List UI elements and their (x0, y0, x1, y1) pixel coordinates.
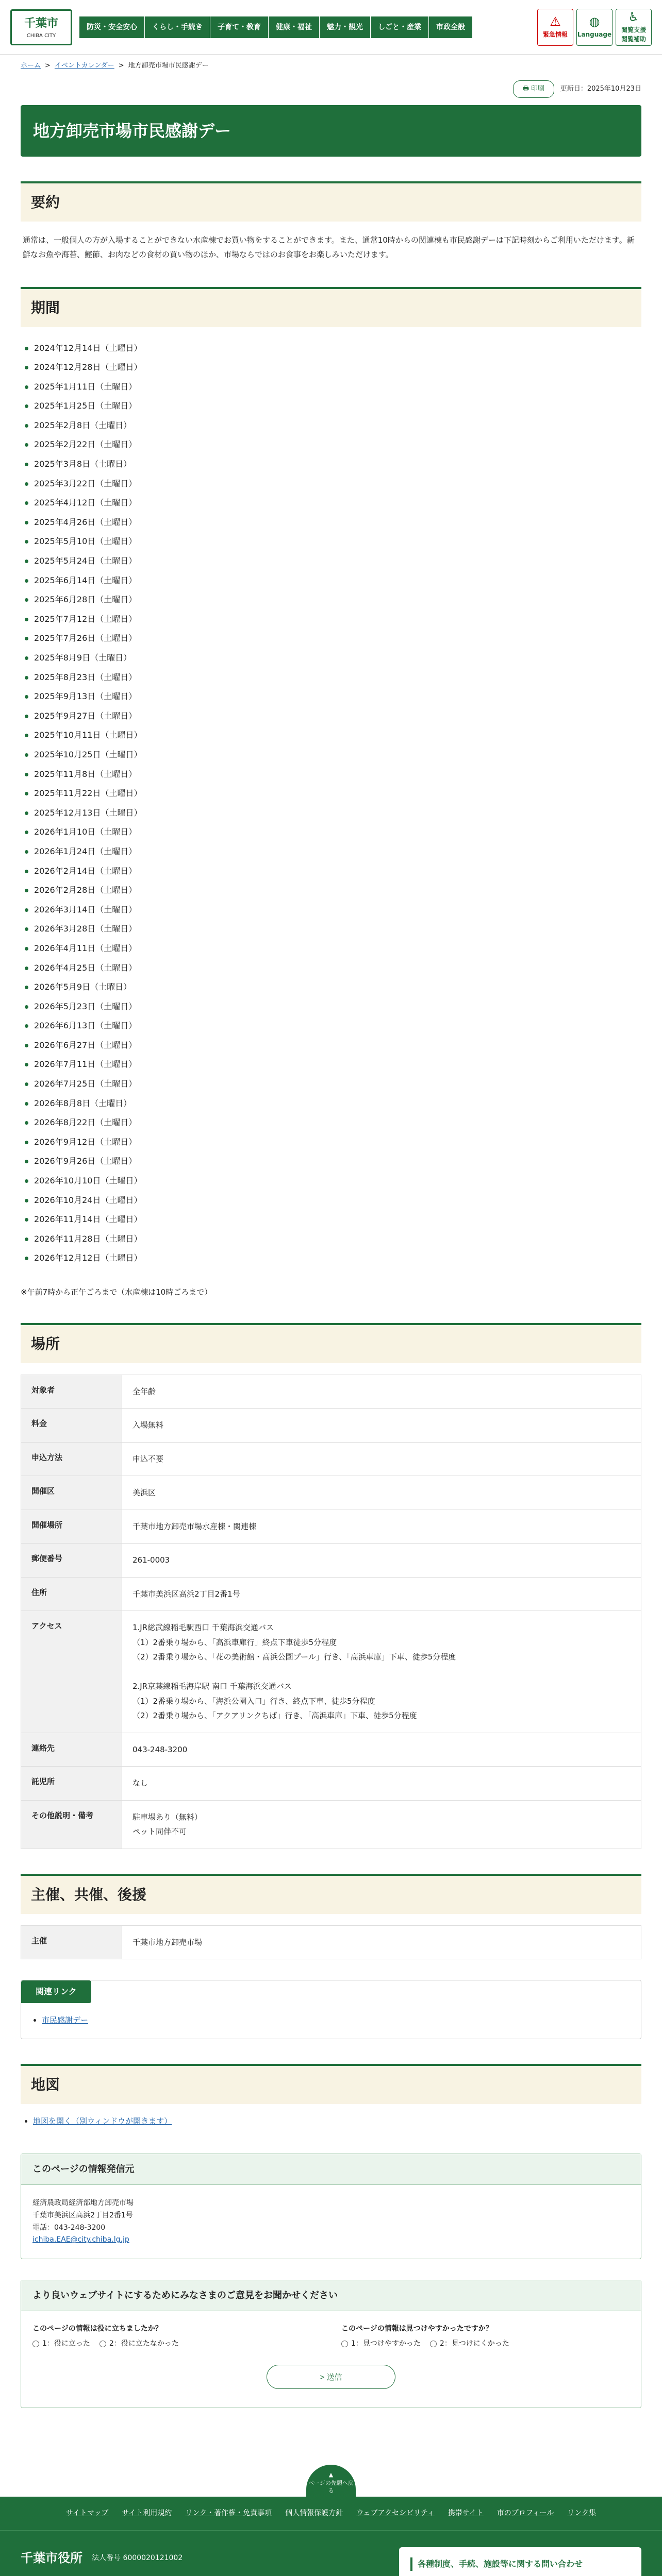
date-item: 2025年8月23日（土曜日） (25, 668, 641, 687)
organizer-heading: 主催、共催、後援 (21, 1874, 641, 1914)
radio-label: 2：役に立たなかった (109, 2340, 179, 2348)
footer-link-terms[interactable]: サイト利用規約 (122, 2509, 172, 2518)
footer-link-accessibility[interactable]: ウェブアクセシビリティ (356, 2509, 435, 2518)
row-label: アクセス (21, 1611, 122, 1733)
radio-findable-yes[interactable] (341, 2338, 421, 2349)
row-value: 全年齢 (122, 1375, 641, 1409)
list-item (42, 2014, 620, 2026)
row-label: 連絡先 (21, 1733, 122, 1767)
date-item: 2025年12月13日（土曜日） (25, 803, 641, 823)
date-item: 2025年3月22日（土曜日） (25, 474, 641, 494)
view-support-button[interactable] (616, 9, 652, 46)
date-item: 2025年4月26日（土曜日） (25, 513, 641, 532)
call-center-box (399, 2547, 641, 2576)
breadcrumb-current: 地方卸売市場市民感謝デー (128, 62, 209, 70)
date-item: 2026年7月25日（土曜日） (25, 1074, 641, 1094)
place-heading: 場所 (21, 1323, 641, 1363)
date-item: 2025年1月11日（土曜日） (25, 377, 641, 397)
row-label: その他説明・備考 (21, 1800, 122, 1849)
row-value: 千葉市地方卸売市場水産棟・関連棟 (122, 1510, 641, 1544)
date-item: 2024年12月28日（土曜日） (25, 358, 641, 377)
footer-city-name: 千葉市役所 (21, 2551, 82, 2566)
updated-date: 更新日：2025年10月23日 (560, 84, 641, 93)
nav-item-safety[interactable]: 防災・安全安心 (79, 16, 145, 38)
row-value: 千葉市地方卸売市場 (122, 1925, 641, 1959)
date-item: 2026年9月12日（土曜日） (25, 1132, 641, 1152)
date-item: 2025年3月8日（土曜日） (25, 454, 641, 474)
arrow-up-icon: ▲ (328, 2471, 334, 2479)
date-item: 2026年6月27日（土曜日） (25, 1036, 641, 1055)
date-item: 2026年4月25日（土曜日） (25, 958, 641, 978)
survey-heading: より良いウェブサイトにするためにみなさまのご意見をお聞かせください (21, 2280, 641, 2311)
date-item: 2025年2月22日（土曜日） (25, 435, 641, 454)
table-row (21, 1733, 641, 1767)
site-header (0, 0, 662, 55)
row-value: 千葉市美浜区高浜2丁目2番1号 (122, 1577, 641, 1611)
date-item: 2026年3月14日（土曜日） (25, 900, 641, 920)
chevron-right-icon: > (320, 2373, 327, 2382)
breadcrumb (21, 55, 641, 77)
date-item: 2026年1月24日（土曜日） (25, 842, 641, 861)
date-item: 2025年5月10日（土曜日） (25, 532, 641, 551)
warning-icon: ⚠ (550, 14, 561, 29)
date-item: 2025年9月27日（土曜日） (25, 706, 641, 726)
date-item: 2025年10月11日（土曜日） (25, 725, 641, 745)
row-value: 261-0003 (122, 1544, 641, 1578)
breadcrumb-event-calendar[interactable]: イベントカレンダー (54, 62, 114, 70)
utility-buttons (537, 9, 652, 46)
date-item: 2026年5月9日（土曜日） (25, 977, 641, 997)
table-row (21, 1510, 641, 1544)
related-links-heading: 関連リンク (21, 1980, 91, 2003)
table-row (21, 1476, 641, 1510)
print-icon: 🖶 (522, 84, 531, 92)
survey-question-findable: このページの情報は見つけやすかったですか？ (341, 2325, 493, 2333)
table-row (21, 1442, 641, 1476)
print-button[interactable] (513, 80, 554, 98)
date-item: 2026年8月22日（土曜日） (25, 1113, 641, 1132)
date-item: 2026年4月11日（土曜日） (25, 939, 641, 958)
row-label: 開催区 (21, 1476, 122, 1510)
organizer-table (21, 1925, 641, 1960)
row-value: 駐車場あり（無料） ペット同伴不可 (122, 1800, 641, 1849)
date-item: 2025年5月24日（土曜日） (25, 551, 641, 571)
open-map-link[interactable]: 地図を開く（別ウィンドウが開きます） (33, 2116, 172, 2126)
table-row (21, 1767, 641, 1801)
contact-box (21, 2154, 641, 2259)
radio-icon (100, 2341, 106, 2347)
footer-link-mobile[interactable]: 携帯サイト (448, 2509, 484, 2518)
period-heading: 期間 (21, 287, 641, 327)
nav-item-childcare[interactable]: 子育て・教育 (210, 16, 269, 38)
row-value: 1.JR総武線稲毛駅西口 千葉海浜交通バス （1）2番乗り場から、「高浜車庫行」終点下車徒歩5分程度 （2）2番乗り場から、「花の美術館・高浜公園プール」行き、「高浜車庫」下車、徒歩5分程度 2.JR京葉線稲毛海岸駅 南口 千葉海浜交通バス （1）2番乗り場から、「海浜公園入口」行き、終点下車、徒歩5分程度 （2）2番乗り場から、「アクアリンクちば」行き、「高浜車庫」下車、徒歩5分程度 (122, 1611, 641, 1733)
page-toolbar (21, 77, 641, 105)
view-support-label-2: 閲覧補助 (621, 35, 646, 43)
date-item: 2025年11月22日（土曜日） (25, 784, 641, 803)
table-row (21, 1611, 641, 1733)
related-link-thanks-day[interactable]: 市民感謝デー (42, 2015, 89, 2025)
logo-subtext: CHIBA CITY (26, 32, 56, 39)
page-title: 地方卸売市場市民感謝デー (21, 105, 641, 157)
language-button[interactable] (576, 9, 613, 46)
contact-phone: 電話：043-248-3200 (32, 2223, 106, 2232)
date-item: 2026年9月26日（土曜日） (25, 1151, 641, 1171)
survey-submit-button[interactable] (267, 2365, 395, 2389)
date-item: 2025年1月25日（土曜日） (25, 396, 641, 416)
date-item: 2025年11月8日（土曜日） (25, 765, 641, 784)
footer-link-privacy[interactable]: 個人情報保護方針 (285, 2509, 343, 2518)
contact-address: 千葉市美浜区高浜2丁目2番1号 (32, 2211, 133, 2219)
date-item: 2025年7月26日（土曜日） (25, 629, 641, 648)
contact-heading: このページの情報発信元 (21, 2154, 641, 2185)
place-table (21, 1375, 641, 1849)
row-label: 対象者 (21, 1375, 122, 1409)
summary-text: 通常は、一般個人の方が入場することができない水産棟でお買い物をすることができます。また、通常10時からの関連棟も市民感謝デーは下記時刻からご利用いただけます。新鮮なお魚や海苔、鰹節、お肉などの食材の買い物のほか、市場ならではのお食事をお楽しみいただけます。 (23, 235, 635, 259)
contact-email-link[interactable]: ichiba.EAE@city.chiba.lg.jp (32, 2235, 129, 2244)
row-value: 043-248-3200 (122, 1733, 641, 1767)
call-center-title: 各種制度、手続、施設等に関する問い合わせ (410, 2557, 630, 2571)
date-item: 2026年2月14日（土曜日） (25, 861, 641, 881)
view-support-label: 閲覧支援 (621, 26, 646, 33)
accessibility-icon: ♿ (628, 9, 639, 24)
radio-useful-no[interactable] (100, 2338, 179, 2349)
table-row (21, 1375, 641, 1409)
date-item: 2026年7月11日（土曜日） (25, 1055, 641, 1074)
global-nav (79, 16, 472, 38)
time-note: ※午前7時から正午ごろまで（水産棟は10時ごろまで） (21, 1287, 212, 1297)
footer-corp-number: 法人番号 6000020121002 (92, 2553, 183, 2562)
breadcrumb-separator: > (45, 62, 51, 70)
submit-label: 送信 (326, 2373, 342, 2382)
date-item: 2025年4月12日（土曜日） (25, 493, 641, 513)
date-item: 2026年11月28日（土曜日） (25, 1229, 641, 1249)
date-item: 2026年6月13日（土曜日） (25, 1016, 641, 1036)
date-item: 2026年3月28日（土曜日） (25, 919, 641, 939)
date-item: 2025年6月14日（土曜日） (25, 571, 641, 590)
logo-text: 千葉市 (24, 16, 58, 30)
related-links-box (21, 1980, 641, 2039)
breadcrumb-home[interactable]: ホーム (21, 62, 41, 70)
table-row (21, 1409, 641, 1443)
emergency-label: 緊急情報 (542, 30, 568, 38)
table-row (21, 1800, 641, 1849)
row-label: 申込方法 (21, 1442, 122, 1476)
footer-link-copyright[interactable]: リンク・著作権・免責事項 (185, 2509, 272, 2518)
footer-link-profile[interactable]: 市のプロフィール (496, 2509, 554, 2518)
footer-link-sitemap[interactable]: サイトマップ (65, 2509, 109, 2518)
date-item: 2025年2月8日（土曜日） (25, 416, 641, 435)
date-item: 2026年1月10日（土曜日） (25, 822, 641, 842)
row-label: 住所 (21, 1577, 122, 1611)
radio-findable-no[interactable] (430, 2338, 509, 2349)
summary-heading: 要約 (21, 181, 641, 222)
breadcrumb-separator: > (118, 62, 124, 70)
date-item: 2025年7月12日（土曜日） (25, 609, 641, 629)
radio-useful-yes[interactable] (32, 2338, 90, 2349)
nav-item-tourism[interactable]: 魅力・観光 (320, 16, 371, 38)
date-item: 2025年6月28日（土曜日） (25, 590, 641, 609)
date-item: 2026年11月14日（土曜日） (25, 1210, 641, 1229)
map-heading: 地図 (21, 2064, 641, 2104)
list-item (33, 2115, 629, 2127)
row-value: なし (122, 1767, 641, 1801)
date-item: 2024年12月14日（土曜日） (25, 338, 641, 358)
globe-icon: ◍ (589, 14, 600, 29)
survey-box (21, 2280, 641, 2408)
row-label: 開催場所 (21, 1510, 122, 1544)
row-label: 料金 (21, 1409, 122, 1443)
row-value: 美浜区 (122, 1476, 641, 1510)
radio-icon (32, 2341, 39, 2347)
date-item: 2026年8月8日（土曜日） (25, 1094, 641, 1113)
nav-item-life[interactable]: くらし・手続き (145, 16, 210, 38)
radio-label: 1：役に立った (42, 2340, 90, 2348)
table-row (21, 1925, 641, 1959)
date-item: 2026年2月28日（土曜日） (25, 880, 641, 900)
date-item: 2025年8月9日（土曜日） (25, 648, 641, 668)
date-item: 2026年5月23日（土曜日） (25, 997, 641, 1016)
table-row (21, 1577, 641, 1611)
date-item: 2025年10月25日（土曜日） (25, 745, 641, 765)
map-links (21, 2115, 641, 2127)
date-item: 2026年10月10日（土曜日） (25, 1171, 641, 1191)
nav-item-government[interactable]: 市政全般 (429, 16, 472, 38)
radio-label: 1：見つけやすかった (351, 2340, 421, 2348)
date-item: 2025年9月13日（土曜日） (25, 687, 641, 706)
row-value: 申込不要 (122, 1442, 641, 1476)
page-top-button[interactable] (306, 2465, 356, 2497)
row-value: 入場無料 (122, 1409, 641, 1443)
survey-question-useful: このページの情報は役に立ちましたか？ (32, 2325, 162, 2333)
site-footer (0, 2497, 662, 2576)
footer-links (0, 2497, 662, 2531)
language-label: Language (577, 30, 612, 38)
row-label: 郵便番号 (21, 1544, 122, 1578)
date-item: 2026年10月24日（土曜日） (25, 1191, 641, 1210)
radio-icon (430, 2341, 437, 2347)
print-label: 印刷 (531, 84, 544, 92)
contact-department: 経済農政局経済部地方卸売市場 (32, 2199, 134, 2207)
page-top-label: ページの先頭へ戻る (308, 2479, 354, 2494)
nav-item-business[interactable]: しごと・産業 (371, 16, 429, 38)
date-item: 2026年12月12日（土曜日） (25, 1248, 641, 1268)
city-logo[interactable] (10, 9, 72, 45)
footer-link-links[interactable]: リンク集 (567, 2509, 597, 2518)
emergency-button[interactable] (537, 9, 573, 46)
nav-item-health[interactable]: 健康・福祉 (269, 16, 320, 38)
radio-icon (341, 2341, 348, 2347)
row-label: 託児所 (21, 1767, 122, 1801)
row-label: 主催 (21, 1925, 122, 1959)
radio-label: 2：見つけにくかった (439, 2340, 509, 2348)
table-row (21, 1544, 641, 1578)
date-list (21, 338, 641, 1268)
